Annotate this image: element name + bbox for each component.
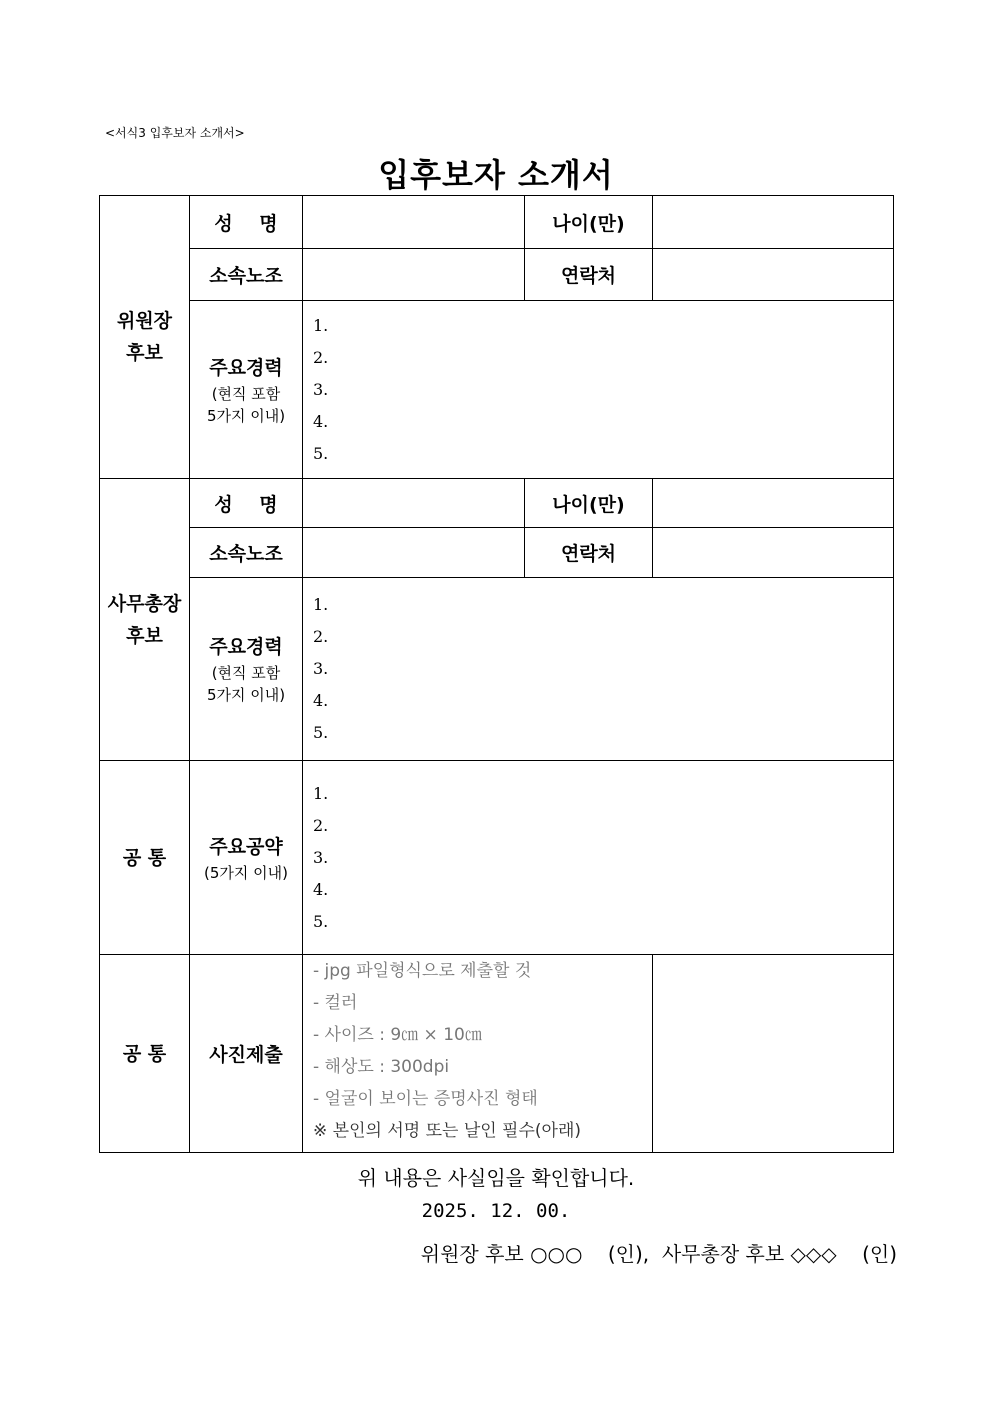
form-label: <서식3 입후보자 소개서> [105,126,245,140]
section-chair: 위원장 후보 [100,196,190,479]
list-item: 3. [313,847,329,867]
chair-career-list[interactable] [303,301,894,479]
chair-union-row [100,249,894,301]
list-item: 2. [313,347,329,367]
age-label: 나이(만) [525,479,653,528]
candidate-table [99,195,894,1153]
list-item: 2. [313,815,329,835]
chair-career-row [100,301,894,479]
photo-note: - 얼굴이 보이는 증명사진 형태 [313,1089,538,1109]
document-date: 2025. 12. 00. [421,1200,571,1222]
age-label: 나이(만) [525,196,653,249]
chair-age-field[interactable] [653,196,894,249]
list-item: 5. [313,723,329,742]
signature-line: 위원장 후보 ○○○ (인), 사무총장 후보 ◇◇◇ (인) [420,1242,897,1266]
photo-note: - jpg 파일형식으로 제출할 것 [313,961,532,981]
pledge-row [100,761,894,955]
chair-name-field[interactable] [303,196,525,249]
secgen-name-field[interactable] [303,479,525,528]
secgen-career-row [100,578,894,761]
pledge-label: 주요공약 (5가지 이내) [190,761,303,955]
photo-upload-area[interactable] [653,955,894,1153]
chair-name-row [100,196,894,249]
list-item: 5. [313,911,329,931]
list-item: 2. [313,627,329,646]
union-label: 소속노조 [190,249,303,301]
secgen-age-field[interactable] [653,479,894,528]
list-item: 4. [313,691,329,710]
secgen-union-field[interactable] [303,528,525,578]
career-label: 주요경력 (현직 포함 5가지 이내) [190,578,303,761]
list-item: 1. [313,595,329,614]
contact-label: 연락처 [525,249,653,301]
list-item: 4. [313,879,329,899]
secgen-contact-field[interactable] [653,528,894,578]
name-label: 성 명 [190,196,303,249]
name-label: 성 명 [190,479,303,528]
career-label: 주요경력 (현직 포함 5가지 이내) [190,301,303,479]
secgen-union-row [100,528,894,578]
section-secgen: 사무총장 후보 [100,479,190,761]
contact-label: 연락처 [525,528,653,578]
list-item: 3. [313,659,329,678]
chair-union-field[interactable] [303,249,525,301]
photo-requirements [303,955,653,1153]
list-item: 3. [313,379,329,399]
secgen-name-row [100,479,894,528]
section-common: 공 통 [100,761,190,955]
document-title: 입후보자 소개서 [378,156,614,194]
list-item: 1. [313,315,329,335]
photo-label: 사진제출 [190,955,303,1153]
chair-contact-field[interactable] [653,249,894,301]
photo-row [100,955,894,1153]
list-item: 1. [313,783,329,803]
union-label: 소속노조 [190,528,303,578]
list-item: 4. [313,411,329,431]
photo-note: - 컬러 [313,993,358,1013]
signature-notice: ※ 본인의 서명 또는 날인 필수(아래) [313,1121,582,1141]
secgen-career-list[interactable] [303,578,894,761]
photo-note: - 사이즈 : 9㎝ × 10㎝ [313,1025,482,1045]
confirm-statement: 위 내용은 사실임을 확인합니다. [357,1166,635,1190]
photo-note: - 해상도 : 300dpi [313,1057,450,1077]
list-item: 5. [313,443,329,463]
pledge-list[interactable] [303,761,894,955]
section-common: 공 통 [100,955,190,1153]
